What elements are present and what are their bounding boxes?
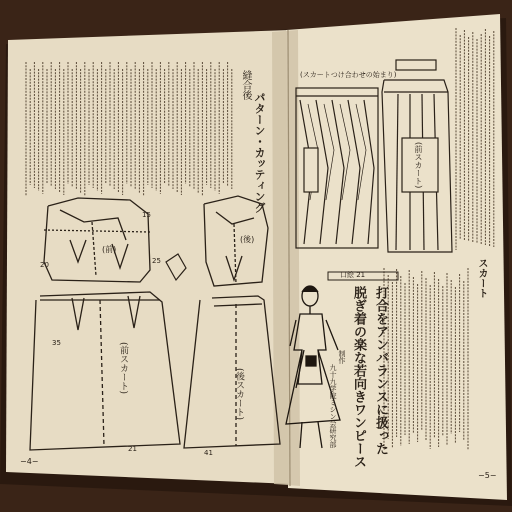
side-heading-skirt: スカート bbox=[476, 258, 487, 298]
pattern-mark-4: 25 bbox=[152, 257, 161, 265]
pattern-mark-3: 20 bbox=[40, 261, 49, 269]
figure-label-front-skirt-right: (前スカート) bbox=[414, 142, 423, 189]
pattern-mark-5: 35 bbox=[52, 339, 61, 347]
pattern-mark-2: 41 bbox=[204, 449, 213, 457]
page-number-left: −4− bbox=[20, 457, 39, 466]
section-title-left: パターン・カッティング bbox=[253, 92, 266, 213]
section-label-left: 縫合後 bbox=[240, 70, 251, 100]
pattern-mark-1: 21 bbox=[128, 445, 137, 453]
figure-label-back-bodice: (後) bbox=[240, 235, 255, 244]
right-page-lower-text bbox=[384, 268, 468, 450]
credit-name: 九十九学院ミシン会研究部 bbox=[329, 364, 337, 448]
subheadline: 脱ぎ着の楽な若向きワンピース bbox=[351, 286, 366, 468]
section-label-right: 口絵 21 bbox=[340, 271, 366, 279]
pattern-mark-6: 15 bbox=[142, 211, 151, 219]
headline: 打合をアンバランスに扱った bbox=[373, 286, 388, 455]
page-number-right: −5− bbox=[478, 471, 497, 480]
figure-label-skirt-attach: (スカートつけ合わせの始まり) bbox=[300, 71, 397, 79]
figure-label-back-skirt: (後スカート) bbox=[234, 368, 244, 421]
figure-label-front-skirt: (前スカート) bbox=[118, 342, 128, 395]
credit-label: 制作 bbox=[338, 350, 346, 364]
figure-label-front-bodice: (前) bbox=[102, 245, 117, 254]
